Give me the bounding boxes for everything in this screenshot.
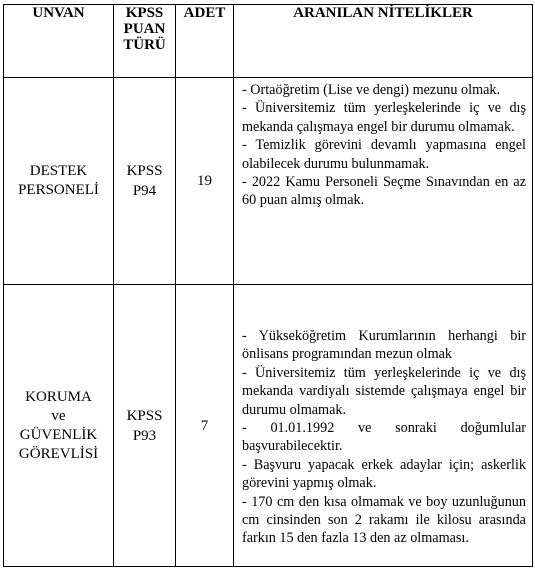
qualification-item: - Ortaöğretim (Lise ve dengi) mezunu olmak.: [242, 82, 501, 98]
qualification-item: - 2022 Kamu Personeli Seçme Sınavından en az 60 puan almış olmak.: [242, 174, 526, 209]
header-kpss-puan-turu: [114, 5, 176, 78]
table-row: [4, 78, 533, 285]
position-title-line: ve: [51, 407, 66, 424]
kpss-score-type-line: KPSS: [126, 407, 163, 424]
header-kpss-line3: TÜRÜ: [123, 37, 166, 53]
position-title-line: GÜVENLİK: [19, 426, 98, 443]
header-kpss-line2: PUAN: [123, 21, 166, 37]
header-nitelikler: ARANILAN NİTELİKLER: [234, 5, 533, 78]
header-unvan: UNVAN: [4, 5, 114, 78]
job-requirements-table: [3, 4, 533, 567]
position-title: [4, 285, 114, 567]
position-title: [4, 78, 114, 285]
kpss-score-type-line: KPSS: [126, 163, 163, 179]
qualification-item: - Üniversitemiz tüm yerleşkelerinde iç ve dış mekanda vardiyalı sistemde çalışmaya engel bir durumu olmamak.: [242, 364, 526, 418]
position-count: 19: [176, 78, 234, 285]
kpss-score-type-line: P94: [132, 183, 157, 199]
table-row: [4, 285, 533, 567]
kpss-score-type: [114, 285, 176, 567]
qualification-item: - 01.01.1992 ve sonraki doğumlular başvurabilecektir.: [242, 420, 526, 455]
position-title-line: KORUMA: [25, 388, 92, 405]
qualification-item: - Üniversitemiz tüm yerleşkelerinde iç ve dış mekanda çalışmaya engel bir durumu olmamak.: [242, 100, 526, 135]
kpss-score-type-line: P93: [132, 427, 157, 444]
position-count: 7: [176, 285, 234, 567]
qualification-item: - Başvuru yapacak erkek adaylar için; askerlik görevini yapmış olmak.: [242, 456, 526, 492]
position-title-line: DESTEK: [29, 163, 88, 179]
qualifications-cell: [234, 285, 533, 567]
qualification-item: - 170 cm den kısa olmamak ve boy uzunluğunun cm cinsinden son 2 rakamı ile kilosu arasında farkın 15 den fazla 13 den az olmaması.: [242, 493, 526, 547]
qualifications-cell: [234, 78, 533, 285]
table-header-row: [4, 5, 533, 78]
header-kpss-line1: KPSS: [125, 5, 164, 21]
qualification-item: - Temizlik görevini devamlı yapmasına engel olabilecek durumu bulunmamak.: [242, 137, 526, 172]
position-title-line: PERSONELİ: [18, 182, 99, 198]
kpss-score-type: [114, 78, 176, 285]
position-title-line: GÖREVLİSİ: [18, 445, 99, 462]
header-adet: ADET: [176, 5, 234, 78]
qualification-item: - Yükseköğretim Kurumlarının herhangi bir önlisans programından mezun olmak: [242, 328, 526, 363]
